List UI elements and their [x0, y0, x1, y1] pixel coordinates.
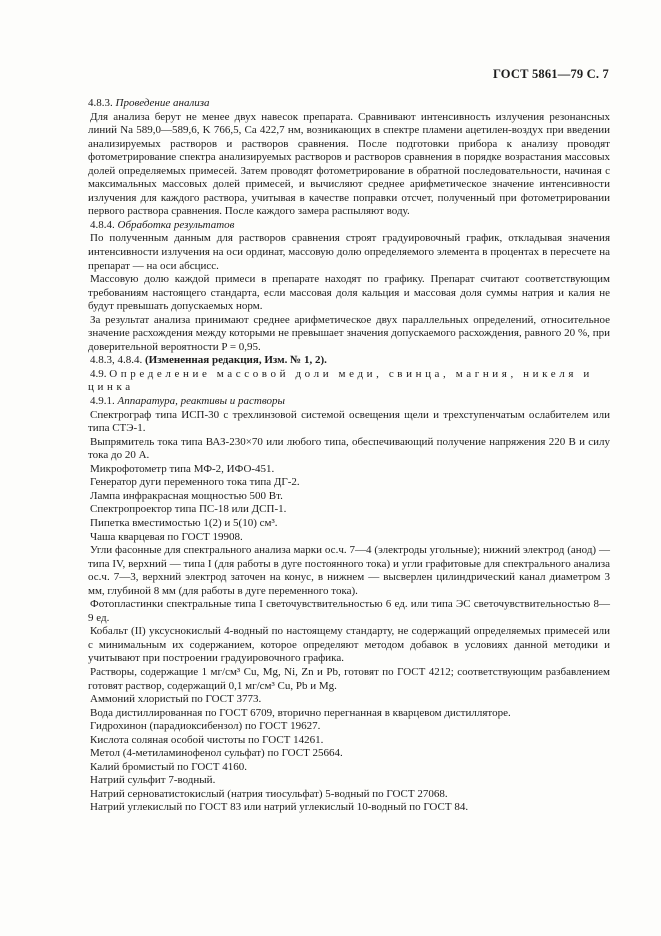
paragraph: Кобальт (II) уксуснокислый 4-водный по настоящему стандарту, не содержащий определяемых примесей или с минимальным их содержанием, которое определяют методом добавок в условиях данной методики и учитывают при построении градуировочного графика.: [88, 625, 610, 665]
paragraph: Фотопластинки спектральные типа I светочувствительностью 6 ед. или типа ЭС светочувствительностью 8—9 ед.: [88, 598, 610, 624]
list-item: Аммоний хлористый по ГОСТ 3773.: [90, 693, 262, 706]
list-item: Натрий серноватистокислый (натрия тиосульфат) 5-водный по ГОСТ 27068.: [90, 787, 448, 800]
list-item: Лампа инфракрасная мощностью 500 Вт.: [90, 489, 283, 502]
list-item: Чаша кварцевая по ГОСТ 19908.: [90, 530, 243, 543]
list-item: Натрий углекислый по ГОСТ 83 или натрий углекислый 10-водный по ГОСТ 84.: [90, 801, 469, 814]
section-heading-4-8-4: 4.8.4. Обработка результатов: [90, 218, 235, 231]
amendment-note: 4.8.3, 4.8.4. (Измененная редакция, Изм. № 1, 2).: [90, 354, 327, 367]
paragraph: За результат анализа принимают среднее арифметическое двух параллельных определений, относительное значение расхождения между которыми не превышает значения допускаемого расхождения, равного 20 %, при доверительной вероятности P = 0,95.: [88, 313, 610, 353]
page-header: ГОСТ 5861—79 С. 7: [492, 67, 609, 81]
paragraph: Выпрямитель тока типа ВАЗ-230×70 или любого типа, обеспечивающий получение напряжения 220 В и силу тока до 20 А.: [88, 435, 610, 462]
list-item: Кислота соляная особой чистоты по ГОСТ 14261.: [90, 733, 324, 746]
paragraph: По полученным данным для растворов сравнения строят градуировочный график, откладывая значения интенсивности излучения на оси ординат, массовую долю определяемого элемента в процентах в пересчете на препарат — на оси абсцисс.: [88, 232, 610, 272]
list-item: Вода дистиллированная по ГОСТ 6709, вторично перегнанная в кварцевом дистилляторе.: [90, 706, 511, 719]
section-heading-4-9: 4.9. Определение массовой доли меди, свинца, магния, никеля и цинка: [88, 367, 593, 394]
paragraph: Угли фасонные для спектрального анализа марки ос.ч. 7—4 (электроды угольные); нижний электрод (анод) — типа IV, верхний — типа I (для работы в дуге постоянного тока) и угли графитовые для спектрального анализа ос.ч. 7—3, верхний электрод заточен на конус, в нижнем — высверлен цилиндрический канал диаметром 3 мм, глубиной 8 мм (для работы в дуге переменного тока).: [88, 544, 610, 597]
list-item: Калий бромистый по ГОСТ 4160.: [90, 760, 247, 773]
paragraph: Массовую долю каждой примеси в препарате находят по графику. Препарат считают соответствующим требованиям настоящего стандарта, если массовая доля кальция и массовая доля суммы натрия и калия не будут превышать допускаемых норм.: [88, 273, 610, 313]
paragraph: Для анализа берут не менее двух навесок препарата. Сравнивают интенсивность излучения резонансных линий Na 589,0—589,6, K 766,5, Ca 422,7 нм, возникающих в спектре пламени ацетилен-воздух при введении анализируемых растворов и растворов сравнения. После подготовки прибора к анализу проводят фотометрирование спектра анализируемых растворов и растворов сравнения в порядке возрастания массовых долей определяемых примесей. Затем проводят фотометрирование в обратной последовательности, начиная с максимальных массовых долей примесей, и вычисляют среднее арифметическое значение интенсивности излучения для каждого раствора, учитывая в качестве поправки отсчет, полученный при фотометрировании первого раствора сравнения. После каждого замера распыляют воду.: [88, 110, 610, 218]
paragraph: Спектрограф типа ИСП-30 с трехлинзовой системой освещения щели и трехступенчатым ослабителем или типа СТЭ-1.: [88, 408, 610, 435]
list-item: Метол (4-метиламинофенол сульфат) по ГОСТ 25664.: [90, 747, 343, 760]
document-body: [88, 97, 610, 815]
list-item: Микрофотометр типа МФ-2, ИФО-451.: [90, 462, 275, 475]
list-item: Гидрохинон (парадиоксибензол) по ГОСТ 19627.: [90, 720, 321, 733]
list-item: Спектропроектор типа ПС-18 или ДСП-1.: [90, 503, 287, 516]
section-heading-4-9-1: 4.9.1. Аппаратура, реактивы и растворы: [90, 395, 285, 408]
section-heading-4-8-3: 4.8.3. Проведение анализа: [88, 97, 210, 109]
list-item: Генератор дуги переменного тока типа ДГ-2.: [90, 476, 300, 489]
paragraph: Растворы, содержащие 1 мг/см³ Cu, Mg, Ni, Zn и Pb, готовят по ГОСТ 4212; соответствующим разбавлением готовят раствор, содержащий 0,1 мг/см³ Cu, Pb и Mg.: [88, 665, 610, 692]
list-item: Пипетка вместимостью 1(2) и 5(10) см³.: [90, 516, 278, 529]
list-item: Натрий сульфит 7-водный.: [90, 774, 216, 787]
